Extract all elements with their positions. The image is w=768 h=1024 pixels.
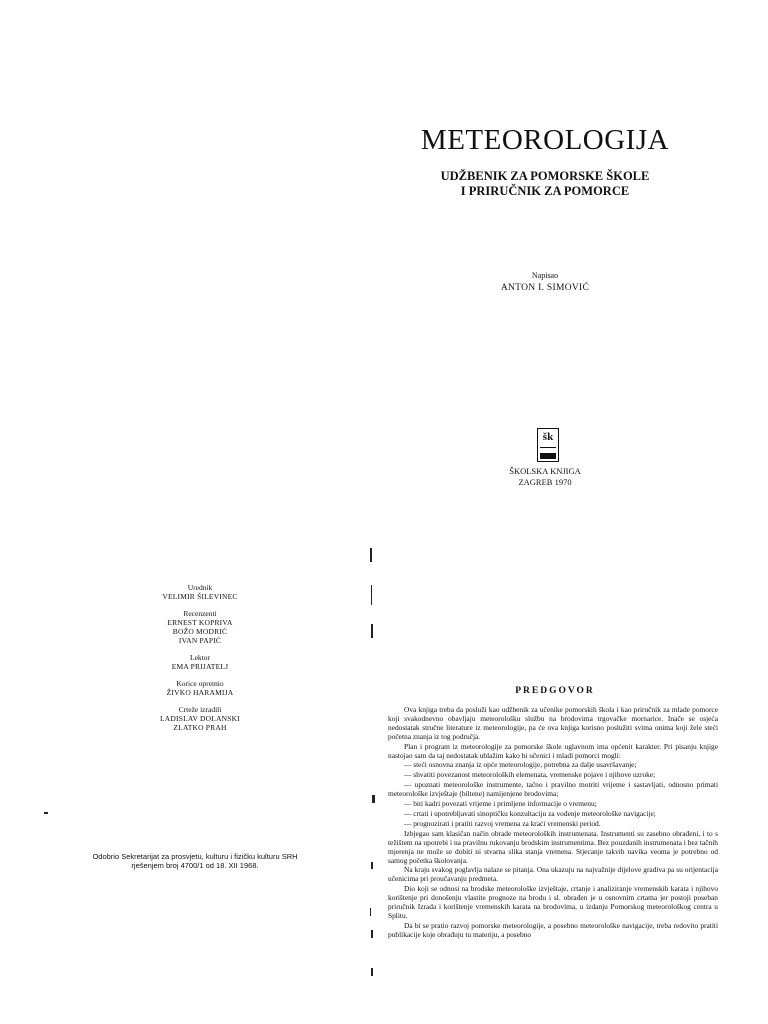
credit-role: Crteže izradili — [178, 705, 222, 714]
preface-paragraph: Izbjegao sam klasičan način obrade meteoroloških instrumenata. Instrumenti su zasebno obrađeni, i to s težištem na upotrebi i na pravilnu rukovanju brodskim instrumentima. Bez pouzdanih instrumenata i bez tačnih mjerenja ne može se dobiti ni stvarna slika stanja vremena. Stjecanje takvih navika veoma je potrebno od samog početka školovanja. — [388, 828, 718, 865]
preface-list-item: — biti kadri povezati vrijeme i primljene informacije o vremenu; — [404, 799, 597, 809]
credit-proofreader — [100, 653, 300, 671]
credit-role: Lektor — [190, 653, 210, 662]
logo-base — [540, 453, 556, 459]
subtitle-line: UDŽBENIK ZA POMORSKE ŠKOLE — [440, 169, 650, 183]
preface-paragraph: Dio koji se odnosi na brodske meteorološke izvještaje, crtanje i analiziranje vremenskih karata i njihovo korištenje pri donošenju vlastite prognoze na brodu i sl. obrađen je u osnovnim crtama jer postoji poseban priručnik Izrada i korištenje vremenskih karata na brodovima, u izdanju Pomorskog meteorološkog centra u Splitu. — [388, 884, 718, 920]
preface-paragraph: Na kraju svakog poglavlja nalaze se pitanja. Ona ukazuju na najvažnije dijelove gradiva pa su orijentacija učenicima pri proučavanju predmeta. — [388, 865, 718, 884]
binding-mark — [371, 585, 372, 605]
book-title: METEOROLOGIJA — [420, 124, 670, 156]
credit-drawings — [100, 705, 300, 732]
credit-name: IVAN PAPIĆ — [178, 636, 222, 645]
approval-line: Odobrio Sekretarijat za prosvjetu, kulturu i fizičku kulturu SRH — [92, 852, 298, 861]
credit-name: ERNEST KOPRIVA — [167, 618, 233, 627]
credit-role: Korice opremio — [176, 679, 224, 688]
binding-mark — [370, 908, 371, 916]
credit-name: VELIMIR ŠILEVINEC — [162, 592, 238, 601]
credit-reviewers — [100, 609, 300, 645]
credit-editor — [100, 583, 300, 601]
binding-mark — [371, 930, 373, 938]
credit-name: LADISLAV DOLANSKI — [159, 714, 240, 723]
credit-role: Urednik — [187, 583, 213, 592]
preface-paragraph: Ova knjiga treba da posluži kao udžbenik za učenike pomorskih škola i kao priručnik za mlade pomorce koji svakodnevno obavljaju meteorološku službu na brodovima trgovačke mornarice. Inače se osjeća nedostatak stručne literature iz meteorologije, pa će ova knjiga korisno poslužiti svima onima koji žele steći početna znanja iz tog područja. — [388, 705, 718, 741]
approval-note — [30, 852, 360, 870]
publisher-place-year: ZAGREB 1970 — [518, 477, 572, 487]
publisher-info — [445, 466, 645, 488]
credits-block — [100, 583, 300, 740]
preface-list-item: — steći osnovna znanja iz opće meteorologije, potrebna za dalje usavršavanje; — [404, 760, 637, 770]
binding-mark — [371, 968, 373, 976]
logo-text: šk — [542, 431, 554, 443]
preface-paragraph: Da bi se pratio razvoj pomorske meteorologije, a posebno meteorološke navigacije, treba redovito pratiti publikacije koje obrađuju tu materiju, a posebno — [388, 920, 718, 939]
author-name: ANTON I. SIMOVIĆ — [500, 283, 590, 293]
binding-mark — [372, 795, 375, 803]
binding-mark — [371, 624, 373, 638]
approval-line: rješenjem broj 4700/1 od 18. XII 1968. — [131, 861, 259, 870]
preface-list-item: — prognozirati i pratiti razvoj vremena za kraći vremenski period. — [404, 818, 601, 828]
preface-list-item: — upoznati meteorološke instrumente, tačno i pravilno motriti vrijeme i sastavljati, odnosno primati meteorološke izvještaje (biltene) namijenjene brodovima; — [388, 780, 718, 799]
binding-mark — [371, 862, 373, 869]
publisher-logo — [537, 428, 559, 462]
credit-cover — [100, 679, 300, 697]
preface-heading: PREDGOVOR — [515, 686, 595, 696]
publisher-name: ŠKOLSKA KNJIGA — [509, 466, 581, 476]
preface-paragraph: Plan i program iz meteorologije za pomorske škole uglavnom ima općenit karakter. Pri pisanju knjige nastojao sam da taj nedostatak ublažim kako bi učenici i mladi pomorci mogli: — [388, 741, 718, 760]
written-by-label: Napisao — [531, 271, 559, 280]
credit-name: ŽIVKO HARAMIJA — [166, 688, 234, 697]
subtitle-line: I PRIRUČNIK ZA POMORCE — [460, 184, 630, 198]
credit-name: BOŽO MODRIĆ — [172, 627, 228, 636]
book-subtitle — [395, 169, 695, 199]
credit-role: Recenzenti — [183, 609, 217, 618]
credit-name: ZLATKO PRAH — [173, 723, 227, 732]
preface-list-item: — shvatiti povezanost meteoroloških elemenata, vremenske pojave i njihove uzroke; — [404, 770, 656, 780]
binding-mark — [44, 812, 48, 814]
preface-list-item: — crtati i upotrebljavati sinoptičku konzultaciju za vođenje meteorološke navigacije; — [404, 808, 656, 818]
credit-name: EMA PRIJATELJ — [171, 662, 229, 671]
binding-mark — [370, 548, 372, 562]
preface-text — [388, 706, 718, 941]
